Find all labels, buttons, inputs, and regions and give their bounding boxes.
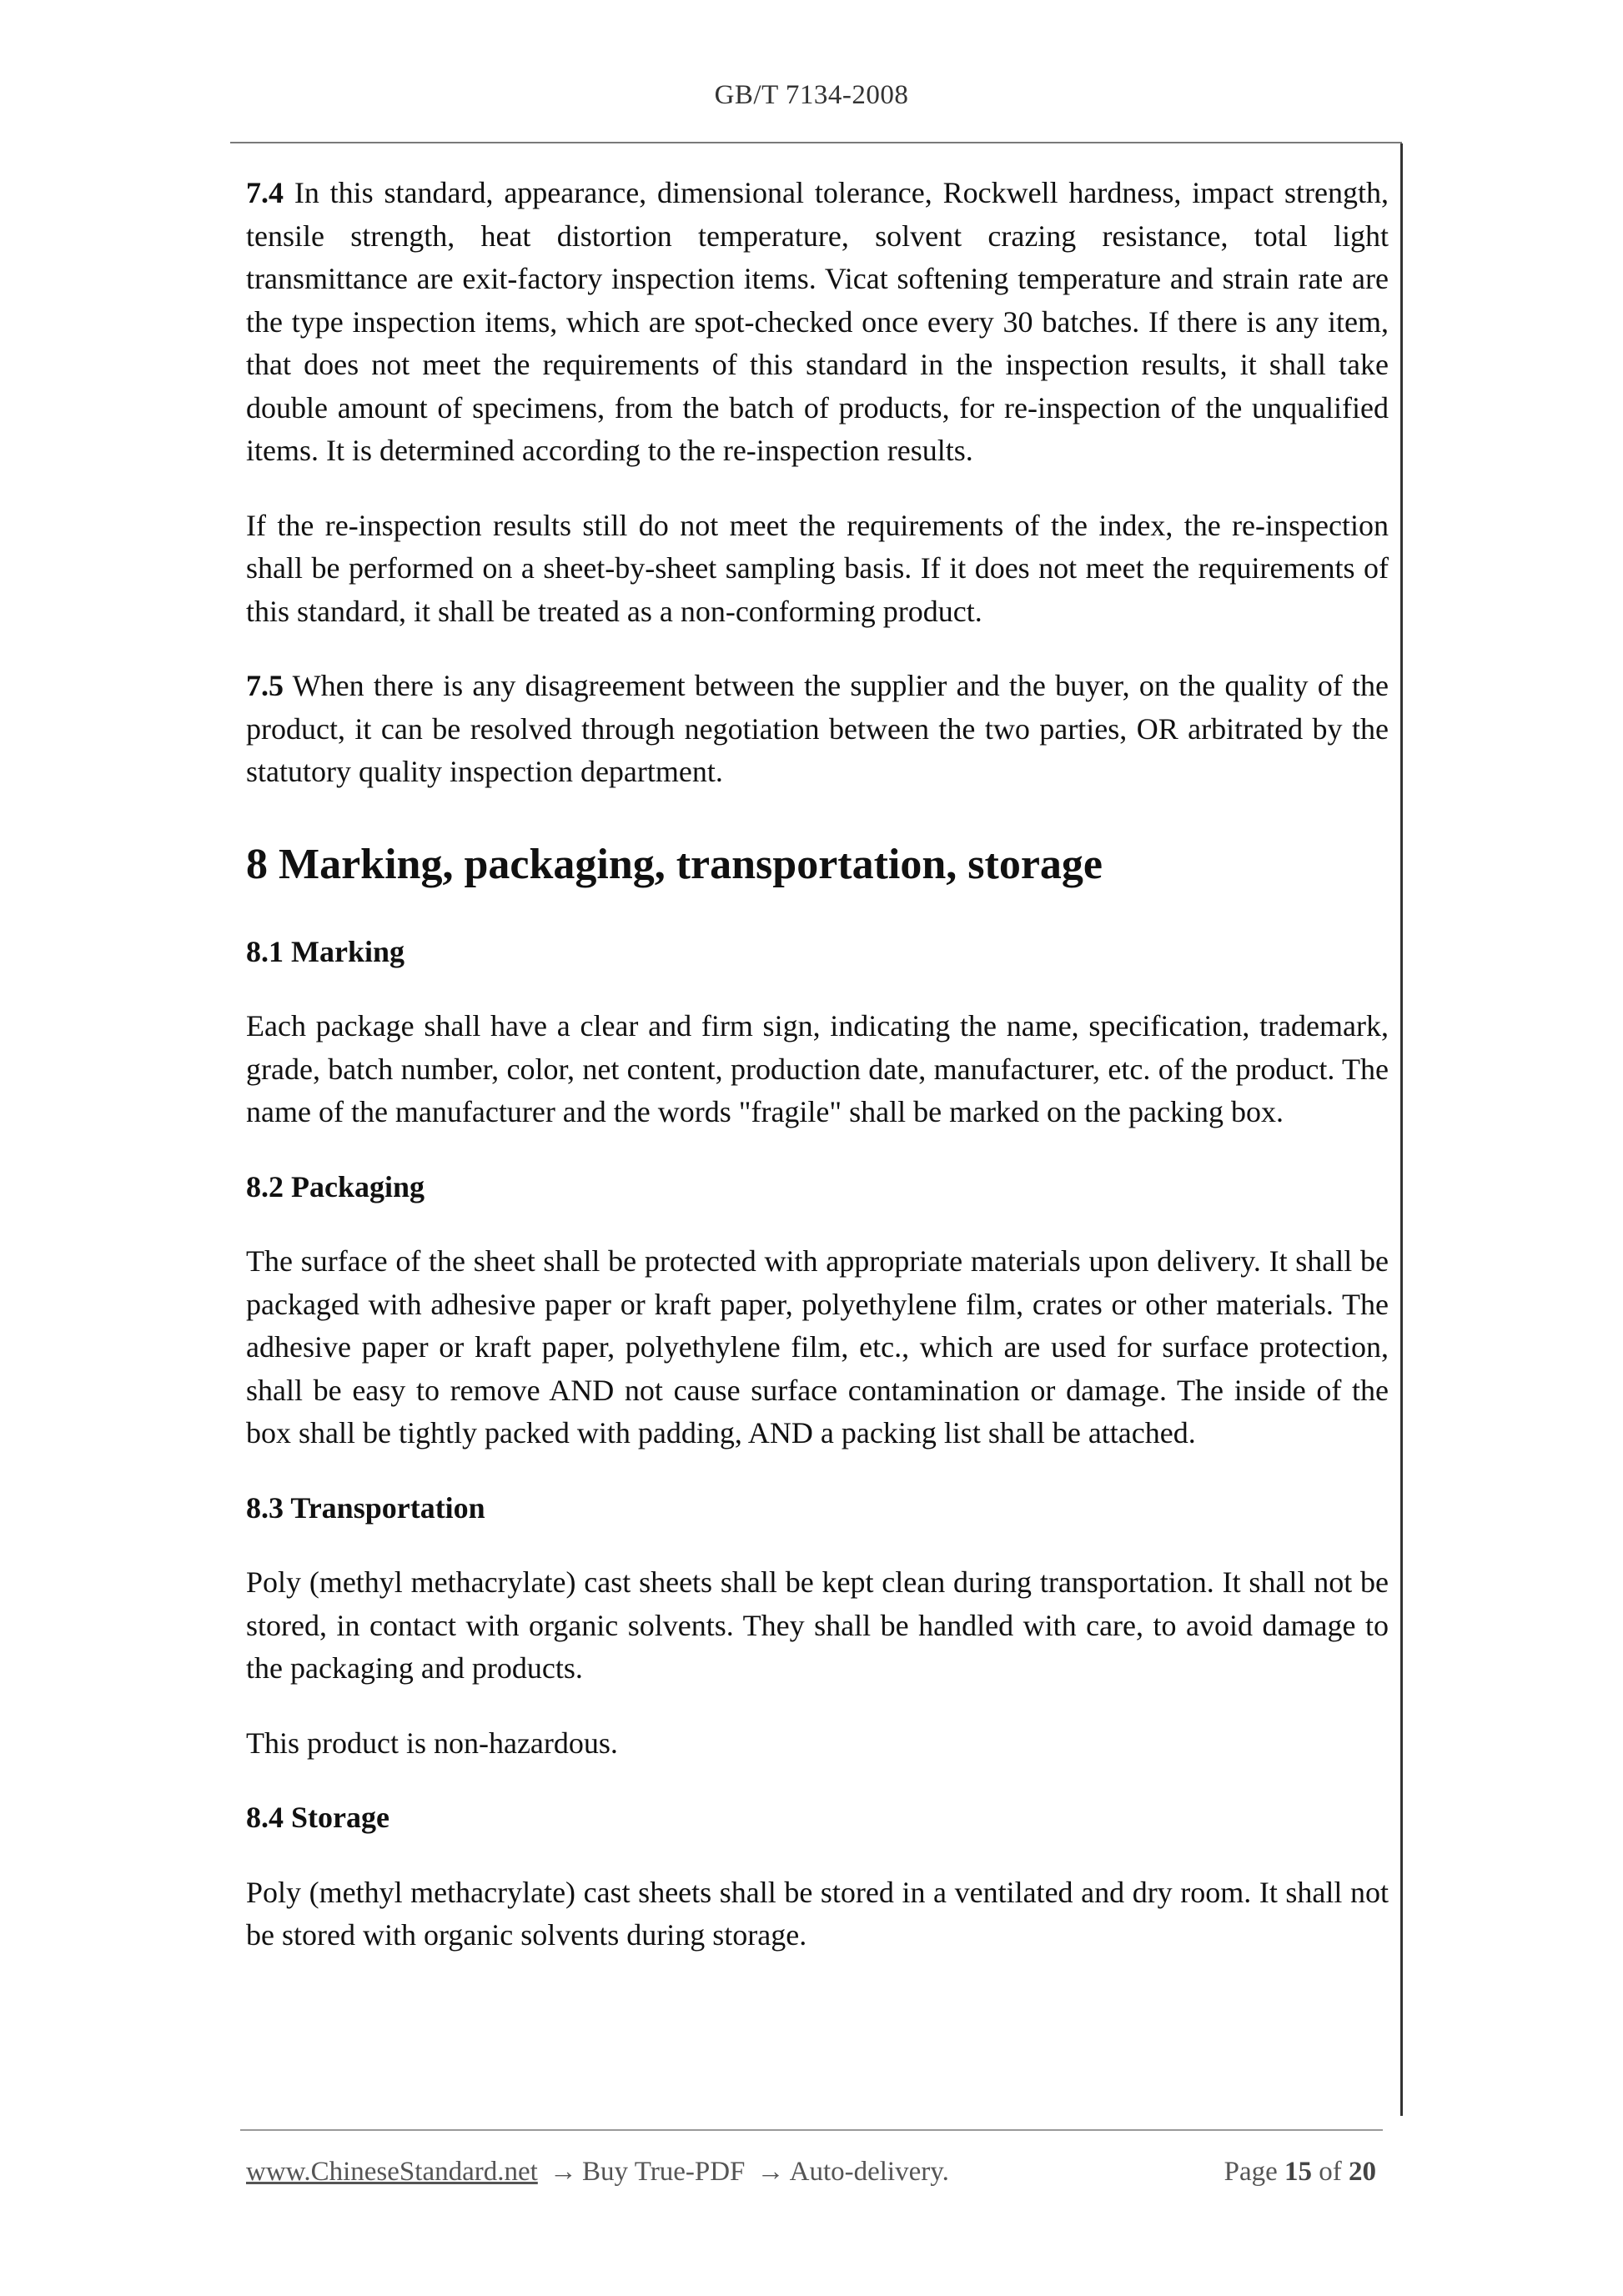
subsection-heading-8-2: 8.2 Packaging (246, 1169, 425, 1203)
right-margin-rule (1400, 143, 1403, 2116)
page-number: 15 (1284, 2157, 1312, 2187)
buy-pdf-text: Buy True-PDF (582, 2157, 746, 2187)
clause-text-7-5: When there is any disagreement between the supplier and the buyer, on the quality of the product, it can be resolved through negotiation between the two parties, OR arbitrated by the statutory quality inspection department. (246, 669, 1389, 788)
subsection-heading-8-3: 8.3 Transportation (246, 1490, 485, 1525)
auto-delivery-text: Auto-delivery. (789, 2157, 949, 2187)
page-total: 20 (1349, 2157, 1376, 2187)
clause-number-7-4: 7.4 (246, 176, 284, 209)
footer-divider (240, 2129, 1383, 2131)
page-header-title: GB/T 7134-2008 (714, 80, 909, 110)
paragraph-7-4 (246, 172, 1389, 473)
footer-promo (246, 2157, 949, 2188)
clause-text-7-4: In this standard, appearance, dimensional tolerance, Rockwell hardness, impact strength, tensile strength, heat distortion temperature, solvent crazing resistance, total light transmittance are exit-factory inspection items. Vicat softening temperature and strain rate are the type inspection items, which are spot-checked once every 30 batches. If there is any item, that does not meet the requirements of this standard in the inspection results, it shall take double amount of specimens, from the batch of products, for re-inspection of the unqualified items. It is determined according to the re-inspection results. (246, 176, 1389, 467)
arrow-right-icon: → (550, 2157, 578, 2187)
arrow-right-icon: → (756, 2157, 785, 2187)
paragraph-8-2: The surface of the sheet shall be protected with appropriate materials upon delivery. It shall be packaged with adhesive paper or kraft paper, polyethylene film, crates or other materials. The adhesive paper or kraft paper, polyethylene film, etc., which are used for surface protection, shall be easy to remove AND not cause surface contamination or damage. The inside of the box shall be tightly packed with padding, AND a packing list shall be attached. (246, 1244, 1389, 1449)
page-label: Page (1224, 2157, 1278, 2187)
header-divider (230, 142, 1402, 143)
paragraph-8-3-hazard: This product is non-hazardous. (246, 1726, 618, 1760)
website-link[interactable]: www.ChineseStandard.net (246, 2157, 538, 2187)
paragraph-7-5 (246, 665, 1389, 794)
paragraph-8-1: Each package shall have a clear and firm sign, indicating the name, specification, trademark, grade, batch number, color, net content, production date, manufacturer, etc. of the product. The name of the manufacturer and the words "fragile" shall be marked on the packing box. (246, 1009, 1389, 1128)
section-heading-8: 8 Marking, packaging, transportation, storage (246, 840, 1103, 888)
subsection-heading-8-4: 8.4 Storage (246, 1801, 389, 1834)
clause-number-7-5: 7.5 (246, 669, 284, 702)
subsection-heading-8-1: 8.1 Marking (246, 934, 405, 968)
of-label: of (1319, 2157, 1342, 2187)
paragraph-8-4: Poly (methyl methacrylate) cast sheets shall be stored in a ventilated and dry room. It shall not be stored with organic solvents during storage. (246, 1875, 1389, 1952)
page-indicator (1224, 2157, 1376, 2188)
paragraph-7-4-reinspection: If the re-inspection results still do not meet the requirements of the index, the re-inspection shall be performed on a sheet-by-sheet sampling basis. If it does not meet the requirements of this standard, it shall be treated as a non-conforming product. (246, 508, 1389, 628)
document-body (246, 172, 1389, 1957)
paragraph-8-3: Poly (methyl methacrylate) cast sheets shall be kept clean during transportation. It shall not be stored, in contact with organic solvents. They shall be handled with care, to avoid damage to the packaging and products. (246, 1565, 1389, 1685)
